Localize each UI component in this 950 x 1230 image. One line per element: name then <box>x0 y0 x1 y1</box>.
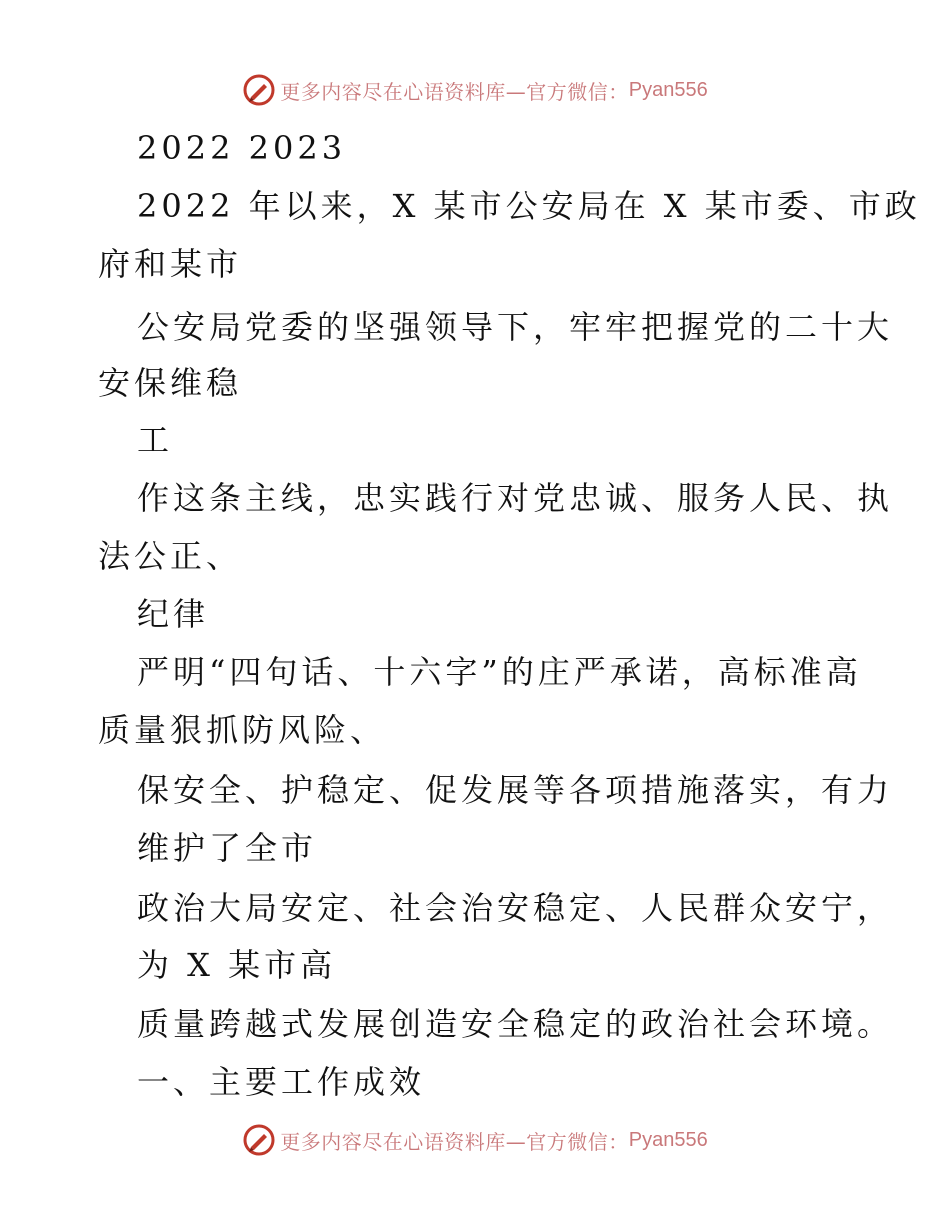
text-line: 一、主要工作成效 <box>137 1063 426 1101</box>
pen-logo-icon <box>242 1123 276 1157</box>
text-line: 严明“四句话、十六字”的庄严承诺，高标准高 <box>137 653 862 691</box>
text-line: 公安局党委的坚强领导下，牢牢把握党的二十大 <box>137 308 894 346</box>
wechat-id: Pyan556 <box>628 1128 708 1151</box>
pen-logo-icon <box>242 73 276 107</box>
header-banner <box>0 70 950 110</box>
text-line: 工 <box>137 421 174 459</box>
footer-banner <box>0 1120 950 1160</box>
text-line: 安保维稳 <box>98 364 243 402</box>
text-line: 2022 2023 <box>137 129 347 167</box>
text-line: 维护了全市 <box>137 829 318 867</box>
text-line: 2022 年以来，X 某市公安局在 X 某市委、市政 <box>137 187 921 225</box>
text-line: 府和某市 <box>98 245 243 283</box>
wechat-id: Pyan556 <box>628 78 708 101</box>
banner-text: 更多内容尽在心语资料库—官方微信： <box>280 1129 629 1154</box>
text-line: 质量狠抓防风险、 <box>98 711 387 749</box>
text-line: 为 X 某市高 <box>137 946 337 984</box>
text-line: 保安全、护稳定、促发展等各项措施落实，有力 <box>137 771 894 809</box>
text-line: 政治大局安定、社会治安稳定、人民群众安宁， <box>137 889 894 927</box>
text-line: 纪律 <box>137 595 210 633</box>
banner-text: 更多内容尽在心语资料库—官方微信： <box>280 79 629 104</box>
text-line: 作这条主线，忠实践行对党忠诚、服务人民、执 <box>137 479 894 517</box>
text-line: 法公正、 <box>98 537 243 575</box>
text-line: 质量跨越式发展创造安全稳定的政治社会环境。 <box>137 1005 894 1043</box>
